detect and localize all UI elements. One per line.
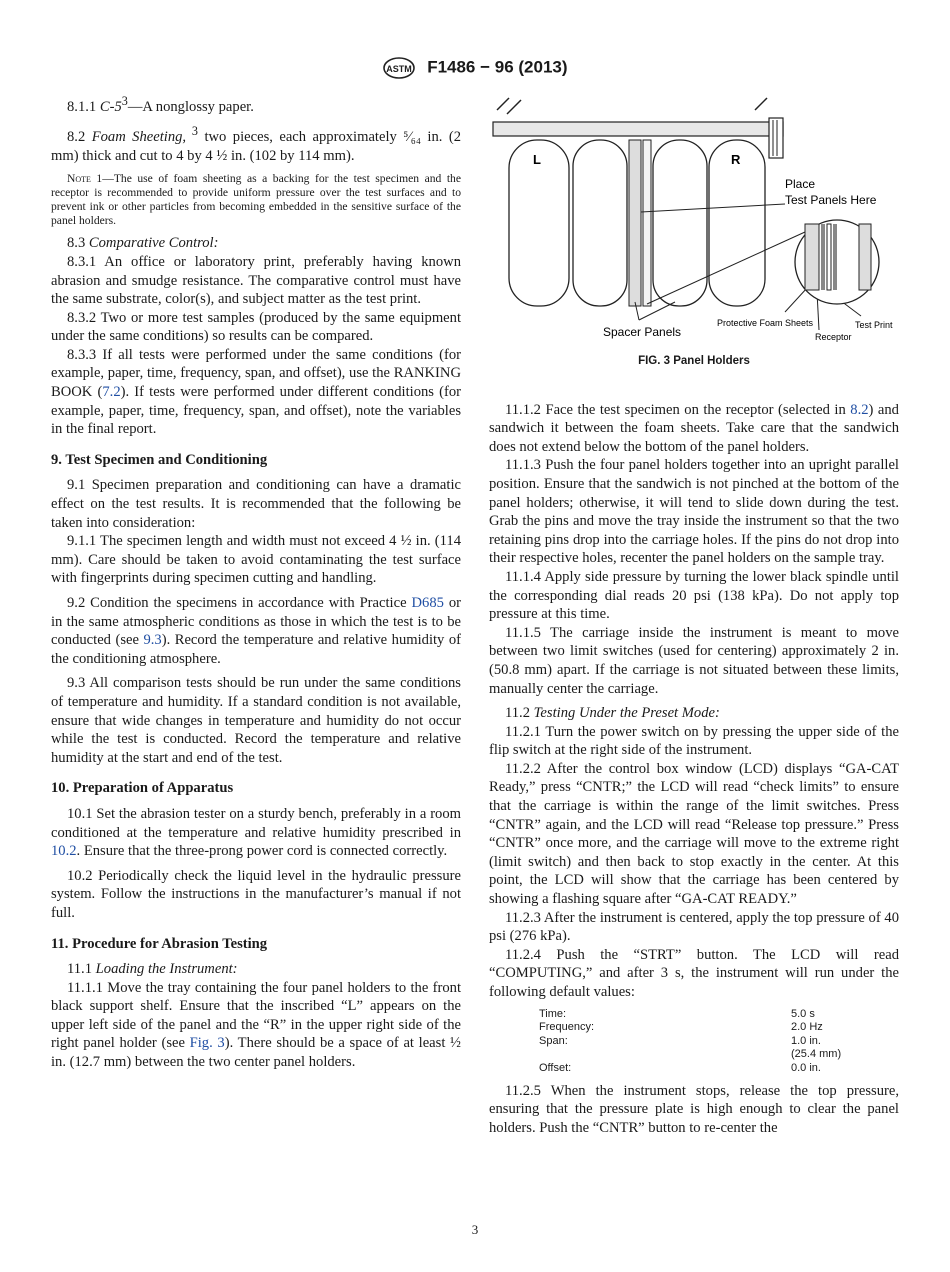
section-11-2-5: 11.2.5 When the instrument stops, release the top pressure, ensuring that the pressure plate is high enough to clear the panel holders. Push the “CNTR” button to re-center the xyxy=(489,1082,899,1136)
section-8-1-1: 8.1.1 $C-5^3—A$ nonglossy paper. xyxy=(67,94,254,115)
label-test-panels-here: Test Panels Here xyxy=(785,193,877,207)
default-row: Span: 1.0 in. xyxy=(539,1034,821,1047)
astm-logo-icon xyxy=(382,56,416,80)
heading-section-10: 10. Preparation of Apparatus xyxy=(51,780,234,797)
heading-section-9: 9. Test Specimen and Conditioning xyxy=(51,451,268,468)
label-l: L xyxy=(533,152,541,167)
section-9-1: 9.1 Specimen preparation and conditioning can have a dramatic effect on the test results. It is recommended that the following be taken into consideration: xyxy=(51,477,461,531)
link-d685[interactable]: D685 xyxy=(411,595,444,611)
page-header xyxy=(0,56,950,80)
figure-panel-holders xyxy=(489,92,899,346)
section-11-2-2: 11.2.2 After the control box window (LCD) displays “GA-CAT Ready,” press “CNTR;” the LCD will read “check limits” to ensure that the carriage is within the range of the limit switches. Press “CNTR” again, and the LCD will read “Release top pressure.” Press “CNTR” once more, and the carriage will move to the extreme right (limit switch) and then back to stop exactly in the center. At this point, the LCD will show that the carriage has been centered by showing a flashing square after “GA-CAT READY.” xyxy=(489,760,899,908)
svg-text:ASTM: ASTM xyxy=(386,64,413,74)
link-9-3[interactable]: 9.3 xyxy=(143,632,162,649)
section-11-1-3: 11.1.3 Push the four panel holders together into an upright parallel position. Ensure that the sandwich is not pinched at the bottom of the panel holders; otherwise, it will tend to slide down during the test. Grab the pins and move the tray inside the instrument so that the two retaining pins drop into the carriage holes. If the pins do not drop into their respective holes, recenter the panel holders on the sample tray. xyxy=(489,457,899,567)
section-8-3-3: 8.3.3 If all tests were performed under the same conditions (for example, paper, time, frequency, span, and offset), use the RANKING BOOK (7.2). If tests were performed under different conditions (for example, paper, time, frequency, span, and offset), note the variables in the final report. xyxy=(51,346,461,438)
link-7-2[interactable]: 7.2 xyxy=(102,384,121,401)
default-row: (25.4 mm) xyxy=(791,1048,842,1061)
section-11-1-2: 11.1.2 Face the test specimen on the receptor (selected in 8.2) and sandwich it between the foam sheets. Take care that the sandwich does not extend below the bottom of the panel holders. xyxy=(489,401,899,455)
section-9-2: 9.2 Condition the specimens in accordance with Practice D685 or in the same atmospheric conditions as those in which the test is to be conducted (see 9.3). Record the temperature and relative humidity of the conditioning atmosphere. xyxy=(51,595,461,667)
default-row: Time: 5.0 s xyxy=(539,1007,815,1020)
default-values-table xyxy=(539,1008,899,1076)
label-protective-foam-sheets: Protective Foam Sheets xyxy=(717,318,814,328)
document-title: F1486 − 96 (2013) xyxy=(427,57,568,77)
note-1: Note 1—The use of foam sheeting as a backing for the test specimen and the receptor is recommended to provide uniform pressure over the test surfaces and to prevent ink or other particles from becoming embedded in the sensitive surface of the panel holders. xyxy=(51,171,461,228)
label-place: Place xyxy=(785,177,816,191)
label-receptor: Receptor xyxy=(815,332,852,342)
section-8-3-2: 8.3.2 Two or more test samples (produced by the same equipment under the same conditions) so results can be compared. xyxy=(51,309,461,345)
right-column xyxy=(489,92,899,1137)
link-8-2[interactable]: 8.2 xyxy=(850,401,869,418)
link-10-2[interactable]: 10.2 xyxy=(51,843,77,860)
page-number: 3 xyxy=(471,1222,479,1237)
heading-section-11: 11. Procedure for Abrasion Testing xyxy=(51,935,268,952)
section-11-2: 11.2 Testing Under the Preset Mode: xyxy=(505,705,720,722)
label-r: R xyxy=(731,152,741,167)
section-8-3-1: 8.3.1 An office or laboratory print, preferably having known abrasion and smudge resistance. The comparative control must have the same substrate, color(s), and subject matter as the test print. xyxy=(51,253,461,308)
section-11-1: 11.1 Loading the Instrument: xyxy=(67,961,238,978)
section-11-1-5: 11.1.5 The carriage inside the instrument is meant to move between two limit switches (used for centering) approximately 2 in. (50.8 mm) apart. If the carriage is not situated between these limits, manually center the carriage. xyxy=(489,624,899,697)
section-10-2: 10.2 Periodically check the liquid level in the hydraulic pressure system. Follow the instructions in the manufacturer’s manual if not full. xyxy=(51,867,461,921)
link-fig-3[interactable]: Fig. 3 xyxy=(189,1035,225,1052)
default-row: Frequency: 2.0 Hz xyxy=(539,1021,823,1034)
section-9-3: 9.3 All comparison tests should be run under the same conditions of temperature and humidity. If a standard condition is not available, ensure that wide changes in temperature and humidity do not occur while the test is conducted. Record the temperature and relative humidity at the start and end of the test. xyxy=(51,675,461,766)
figure-caption: FIG. 3 Panel Holders xyxy=(638,355,750,367)
section-8-2: 8.2 Foam Sheeting, $^3$ two pieces, each approximately ⁵⁄₆₄ in. (2 mm) thick and cut to 4 by 4 ½ in. (102 by 114 mm). xyxy=(51,124,462,164)
label-test-print: Test Print xyxy=(855,320,893,330)
section-9-1-1: 9.1.1 The specimen length and width must not exceed 4 ½ in. (114 mm). Care should be taken to avoid contaminating the test surface with fingerprints during specimen cutting and handling. xyxy=(51,533,461,587)
section-11-1-1: 11.1.1 Move the tray containing the four panel holders to the front black support shelf. Ensure that the inscribed “L” appears on the upper left side of the panel and the “R” in the upper right side of the right panel holder (see Fig. 3). There should be a space of at least ½ in. (12.7 mm) between the two center panel holders. xyxy=(51,979,462,1071)
default-row: Offset: 0.0 in. xyxy=(539,1061,821,1074)
section-8-3: 8.3 Comparative Control: xyxy=(67,235,219,252)
label-spacer-panels: Spacer Panels xyxy=(603,325,682,339)
section-11-1-4: 11.1.4 Apply side pressure by turning the lower black spindle until the corresponding dial reads 20 psi (138 kPa). Do not apply top pressure at this time. xyxy=(489,568,899,623)
section-11-2-3: 11.2.3 After the instrument is centered, apply the top pressure of 40 psi (276 kPa). xyxy=(489,909,899,945)
panel-holders-diagram xyxy=(489,92,899,346)
section-10-1: 10.1 Set the abrasion tester on a sturdy bench, preferably in a room conditioned at the temperature and relative humidity prescribed in 10.2. Ensure that the three-prong power cord is connected correctly. xyxy=(51,805,461,860)
section-11-2-1: 11.2.1 Turn the power switch on by pressing the upper side of the flip switch at the right side of the instrument. xyxy=(489,723,899,759)
left-column xyxy=(51,92,461,1072)
section-11-2-4: 11.2.4 Push the “STRT” button. The LCD will read “COMPUTING,” and after 3 s, the instrument will run under the following default values: xyxy=(489,946,899,1000)
